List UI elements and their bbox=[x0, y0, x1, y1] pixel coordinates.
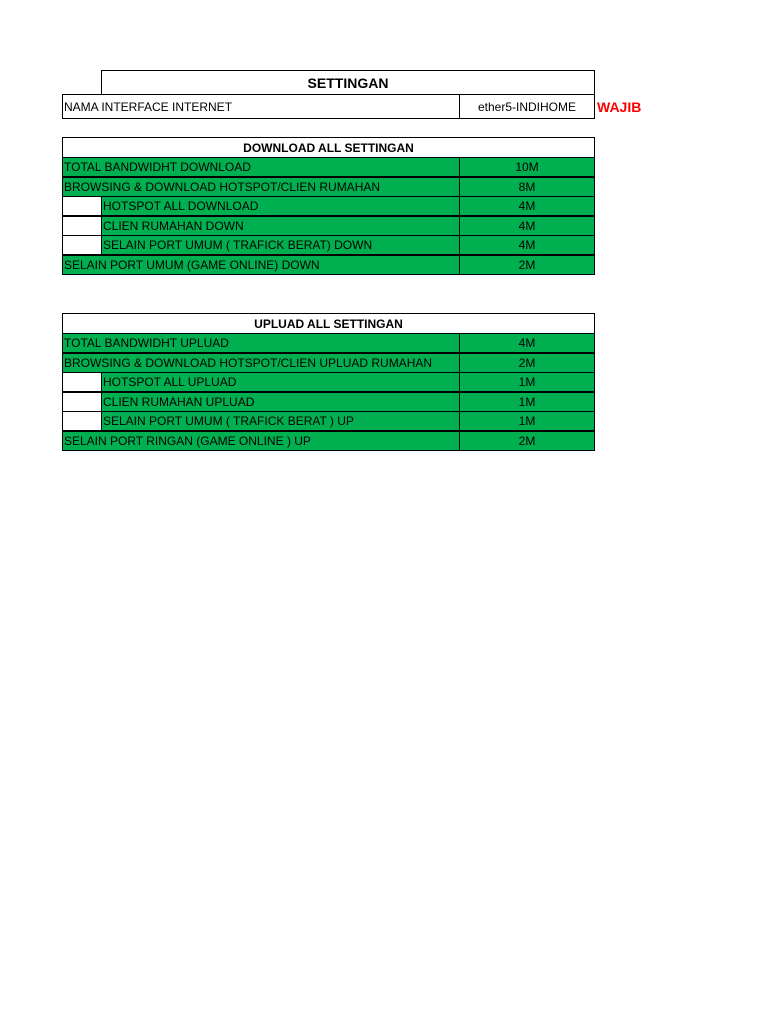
table-row-label: BROWSING & DOWNLOAD HOTSPOT/CLIEN RUMAHAN bbox=[62, 177, 460, 197]
settings-title: SETTINGAN bbox=[101, 70, 595, 95]
table-row-label: CLIEN RUMAHAN DOWN bbox=[101, 216, 460, 236]
table-row-value[interactable]: 1M bbox=[459, 411, 595, 431]
indent-spacer bbox=[62, 235, 102, 255]
indent-spacer bbox=[62, 216, 102, 236]
interface-value[interactable]: ether5-INDIHOME bbox=[459, 94, 595, 119]
upload-header: UPLUAD ALL SETTINGAN bbox=[62, 313, 595, 334]
table-row-value[interactable]: 2M bbox=[459, 353, 595, 373]
required-label: WAJIB bbox=[597, 99, 642, 115]
indent-spacer bbox=[62, 372, 102, 392]
table-row-label: HOTSPOT ALL UPLUAD bbox=[101, 372, 460, 392]
table-row-label: TOTAL BANDWIDHT DOWNLOAD bbox=[62, 157, 460, 177]
table-row-label: SELAIN PORT UMUM (GAME ONLINE) DOWN bbox=[62, 255, 460, 275]
download-header: DOWNLOAD ALL SETTINGAN bbox=[62, 137, 595, 158]
table-row-label: SELAIN PORT UMUM ( TRAFICK BERAT) DOWN bbox=[101, 235, 460, 255]
indent-spacer bbox=[62, 196, 102, 216]
table-row-label: BROWSING & DOWNLOAD HOTSPOT/CLIEN UPLUAD RUMAHAN bbox=[62, 353, 460, 373]
table-row-value[interactable]: 1M bbox=[459, 392, 595, 412]
table-row-value[interactable]: 4M bbox=[459, 216, 595, 236]
table-row-label: CLIEN RUMAHAN UPLUAD bbox=[101, 392, 460, 412]
table-row-value[interactable]: 1M bbox=[459, 372, 595, 392]
table-row-value[interactable]: 4M bbox=[459, 333, 595, 353]
indent-spacer bbox=[62, 411, 102, 431]
table-row-label: SELAIN PORT UMUM ( TRAFICK BERAT ) UP bbox=[101, 411, 460, 431]
table-row-label: SELAIN PORT RINGAN (GAME ONLINE ) UP bbox=[62, 431, 460, 451]
table-row-value[interactable]: 4M bbox=[459, 196, 595, 216]
table-row-value[interactable]: 2M bbox=[459, 255, 595, 275]
table-row-value[interactable]: 8M bbox=[459, 177, 595, 197]
table-row-label: TOTAL BANDWIDHT UPLUAD bbox=[62, 333, 460, 353]
table-row-label: HOTSPOT ALL DOWNLOAD bbox=[101, 196, 460, 216]
table-row-value[interactable]: 2M bbox=[459, 431, 595, 451]
interface-label: NAMA INTERFACE INTERNET bbox=[62, 94, 460, 119]
table-row-value[interactable]: 4M bbox=[459, 235, 595, 255]
table-row-value[interactable]: 10M bbox=[459, 157, 595, 177]
indent-spacer bbox=[62, 392, 102, 412]
